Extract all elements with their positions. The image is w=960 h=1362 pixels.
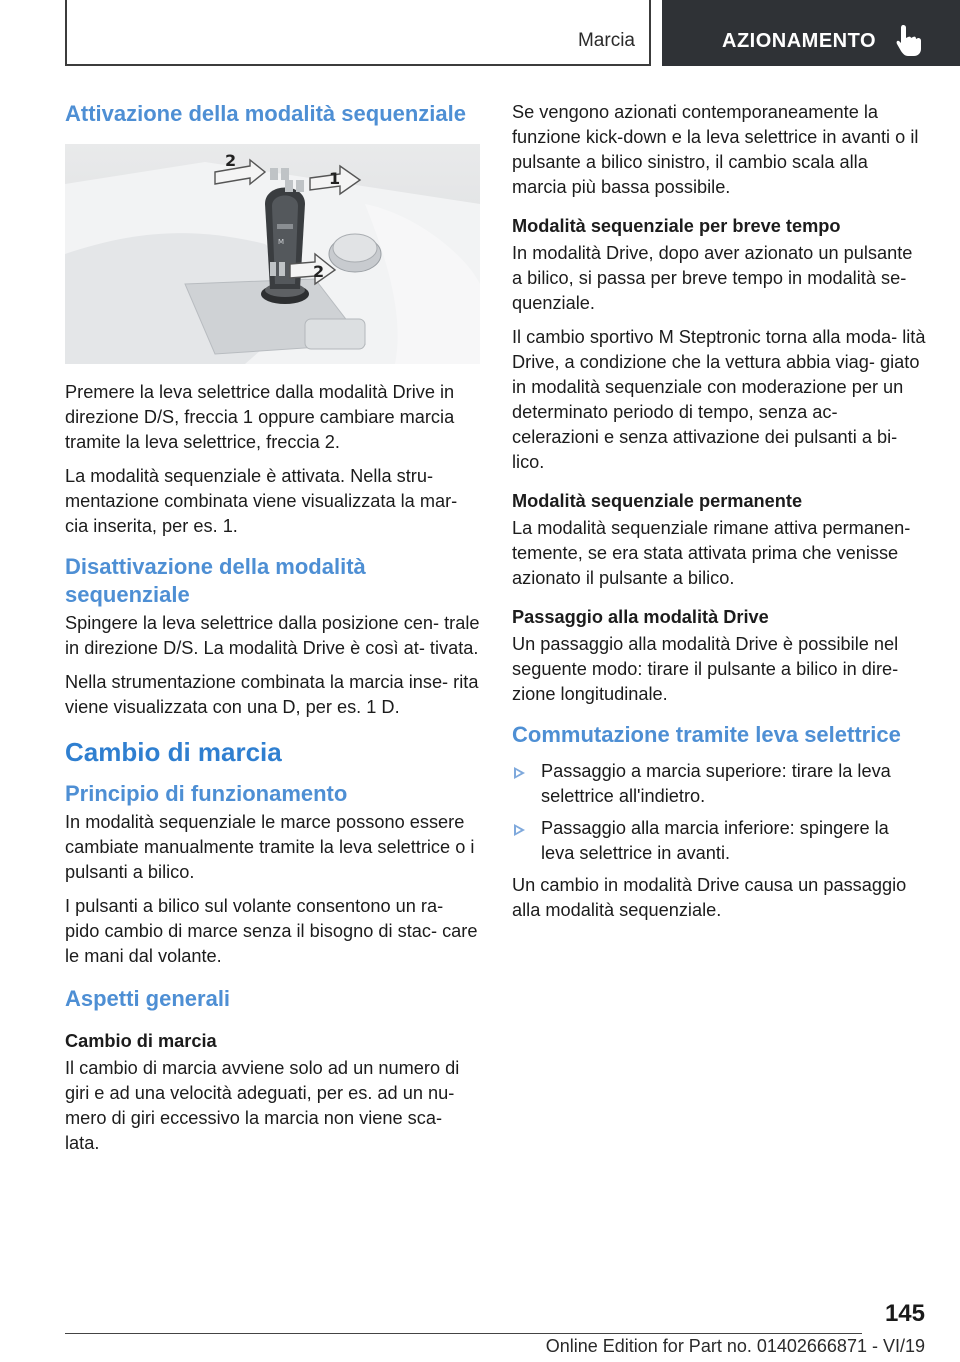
para-manual-change: In modalità sequenziale le marce possono essere cambiate manualmente tramite la leva selettrice o i pulsanti a bilico.	[65, 812, 475, 882]
header-section-title: Marcia	[577, 30, 635, 51]
para-rpm-speed: Il cambio di marcia avviene solo ad un numero di giri e ad una velocità adeguati, per es. ad un nu‐ mero di giri eccessivo la marcia non viene sca‐ lata.	[65, 1058, 460, 1153]
heading-gear-change-minor: Cambio di marcia	[65, 1031, 217, 1051]
triangle-bullet-icon	[514, 767, 525, 779]
gear-selector-illustration	[65, 144, 480, 364]
para-sequential-active: La modalità sequenziale è attivata. Nella stru‐ mentazione combinata viene visualizzata la mar‐ cia inserita, per es. 1.	[65, 466, 458, 536]
footer-edition: Online Edition for Part no. 01402666871 - VI/19	[545, 1336, 925, 1356]
left-column	[65, 100, 480, 1165]
heading-principle: Principio di funzionamento	[65, 781, 348, 806]
heading-deactivation: Disattivazione della modalità sequenziale	[65, 554, 366, 607]
footer-rule	[65, 1333, 862, 1334]
heading-gear-change: Cambio di marcia	[65, 737, 282, 767]
list-item: Passaggio a marcia superiore: tirare la leva selettrice all'indietro.	[512, 759, 927, 809]
para-steptronic-return: Il cambio sportivo M Steptronic torna alla moda‐ lità Drive, a condizione che la vettura abbia viag‐ giato in modalità sequenziale con moderazione per un determinato periodo di tempo, senza ac‐ celerazioni e senza attivazione dei pulsanti a bi‐ lico.	[512, 327, 926, 472]
heading-to-drive: Passaggio alla modalità Drive	[512, 607, 769, 627]
triangle-bullet-icon	[514, 824, 525, 836]
header-chapter-title: AZIONAMENTO	[722, 30, 877, 52]
header-section-frame	[65, 0, 651, 66]
para-cluster-display: Nella strumentazione combinata la marcia inse‐ rita viene visualizzata con una D, per es. 1 D.	[65, 672, 479, 717]
heading-selector-switch: Commutazione tramite leva selettrice	[512, 722, 901, 747]
list-item: Passaggio alla marcia inferiore: spingere la leva selettrice in avanti.	[512, 816, 927, 866]
para-kickdown: Se vengono azionati contemporaneamente la funzione kick-down e la leva selettrice in avanti o il pulsante a bilico sinistro, il cambio scala alla marcia più bassa possibile.	[512, 102, 919, 197]
para-drive-change: Un cambio in modalità Drive causa un passaggio alla modalità sequenziale.	[512, 875, 907, 920]
heading-general: Aspetti generali	[65, 986, 231, 1011]
para-to-drive: Un passaggio alla modalità Drive è possibile nel seguente modo: tirare il pulsante a bilico in dire‐ zione longitudinale.	[512, 634, 899, 704]
arrow-2-upper-label: 2	[225, 151, 237, 170]
heading-permanent-sequential: Modalità sequenziale permanente	[512, 491, 803, 511]
para-push-lever: Premere la leva selettrice dalla modalità Drive in direzione D/S, freccia 1 oppure cambiare marcia tramite la leva selettrice, freccia 2.	[65, 382, 455, 452]
page-number: 145	[884, 1300, 925, 1327]
para-paddles: I pulsanti a bilico sul volante consentono un ra‐ pido cambio di marce senza il bisogno di stac‐ care le mani dal volante.	[65, 896, 478, 966]
right-column	[512, 100, 927, 932]
arrow-2-lower-label: 2	[313, 262, 325, 281]
svg-text:M: M	[278, 238, 285, 246]
header-chapter-tab	[662, 0, 960, 66]
para-push-center: Spingere la leva selettrice dalla posizione cen‐ trale in direzione D/S. La modalità Drive è così at‐ tivata.	[65, 613, 480, 658]
heading-short-sequential: Modalità sequenziale per breve tempo	[512, 216, 841, 236]
para-permanent: La modalità sequenziale rimane attiva permanen‐ temente, se era stata attivata prima che venisse azionato il pulsante a bilico.	[512, 518, 911, 588]
para-short-drive: In modalità Drive, dopo aver azionato un pulsante a bilico, si passa per breve tempo in modalità se‐ quenziale.	[512, 243, 913, 313]
pointing-hand-icon	[894, 23, 924, 57]
selector-bullets	[512, 759, 927, 866]
arrow-1-label: 1	[329, 169, 341, 188]
heading-sequential-activation: Attivazione della modalità sequenziale	[65, 101, 466, 126]
